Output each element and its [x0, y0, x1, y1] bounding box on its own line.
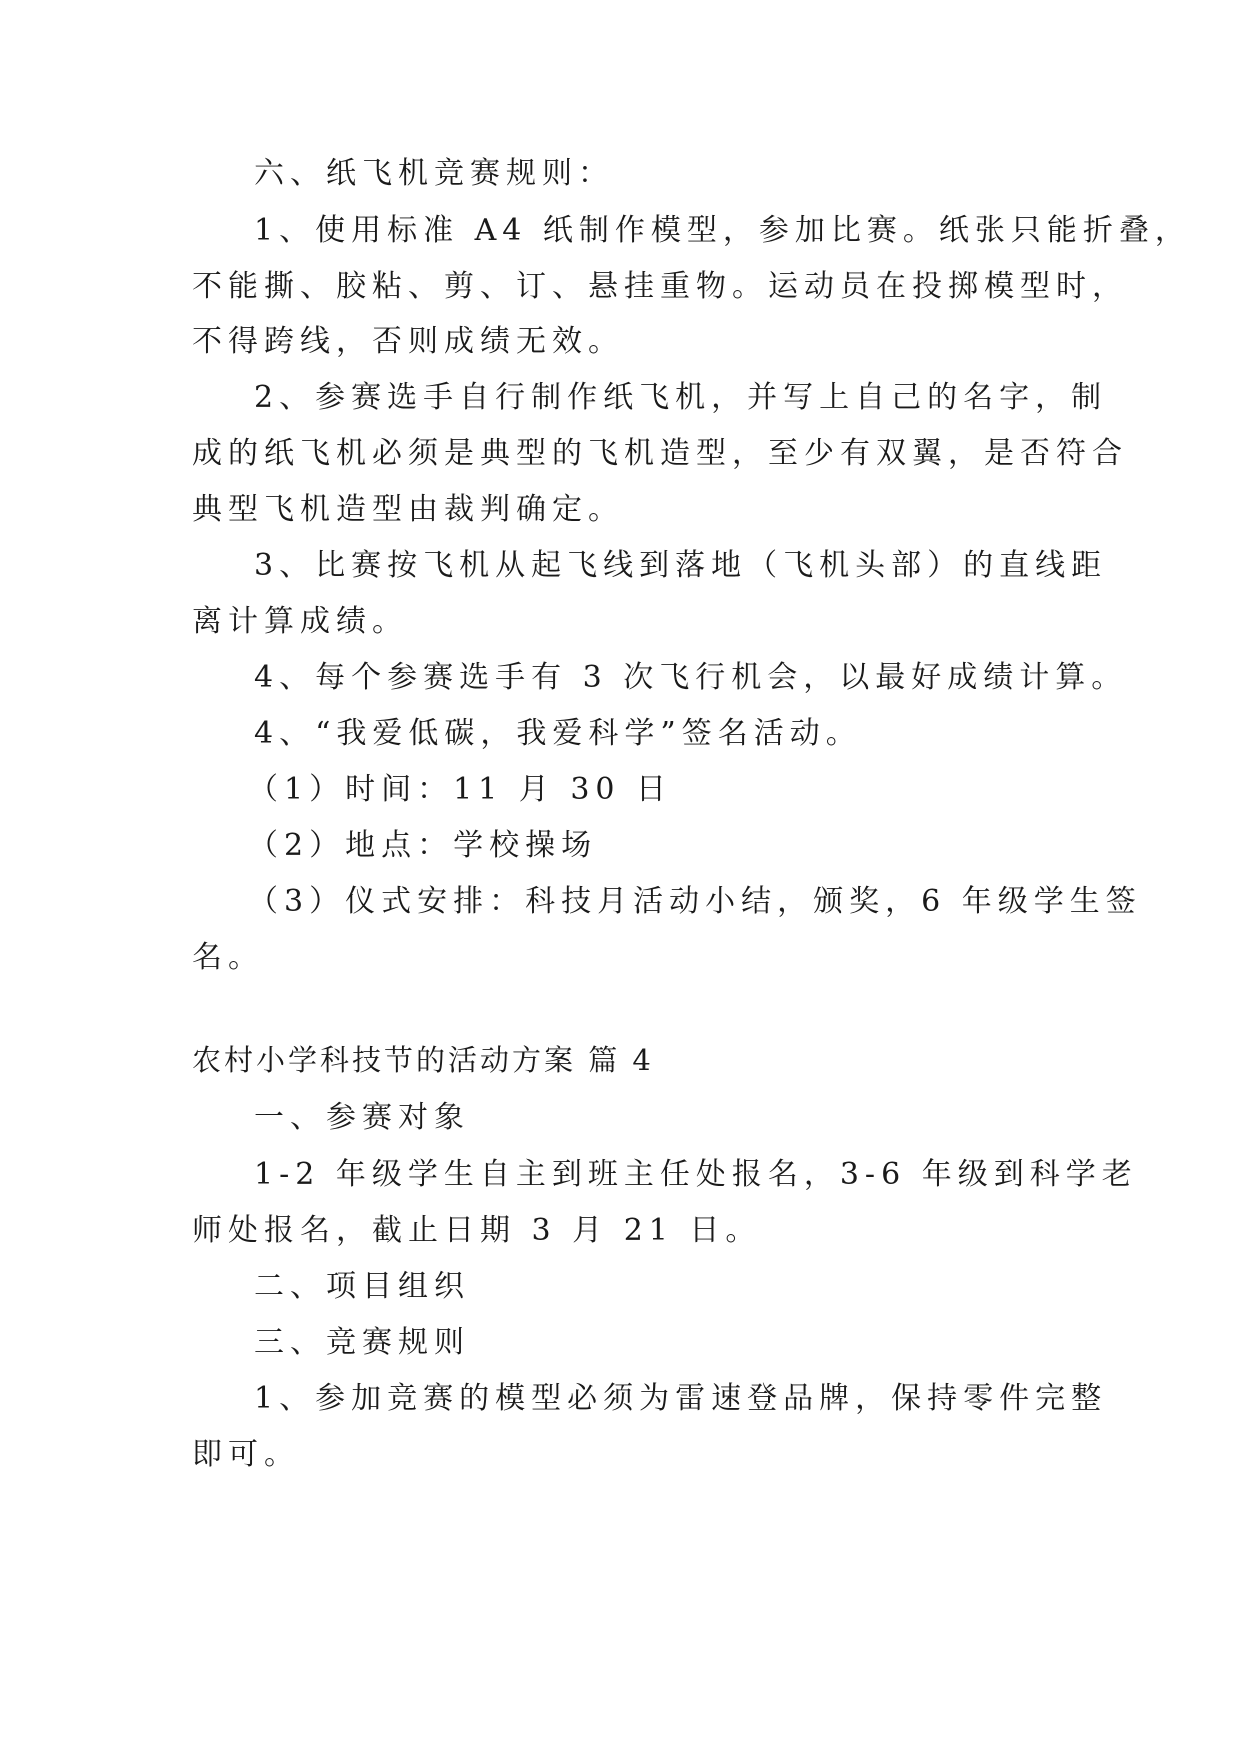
list-item-ceremony: （3）仪式安排：科技月活动小结，颁奖，6 年级学生签 [248, 884, 1142, 919]
section-heading-organization: 二、项目组织 [254, 1269, 470, 1304]
paragraph-line: 3、比赛按飞机从起飞线到落地（飞机头部）的直线距 [254, 548, 1108, 583]
paragraph-line: 2、参赛选手自行制作纸飞机，并写上自己的名字，制 [254, 380, 1108, 415]
section-heading-participants: 一、参赛对象 [254, 1100, 470, 1135]
list-item-location: （2）地点：学校操场 [248, 828, 598, 863]
paragraph-line: 4、“我爱低碳，我爱科学”签名活动。 [254, 716, 862, 751]
paragraph-line: 1、使用标准 A4 纸制作模型，参加比赛。纸张只能折叠， [254, 213, 1191, 248]
section-heading-paper-plane-rules: 六、纸飞机竞赛规则： [254, 156, 614, 191]
paragraph-line: 成的纸飞机必须是典型的飞机造型，至少有双翼，是否符合 [192, 436, 1128, 471]
paragraph-line: 不得跨线，否则成绩无效。 [192, 324, 624, 359]
article-title: 农村小学科技节的活动方案 篇 4 [192, 1043, 654, 1077]
paragraph-line: 4、每个参赛选手有 3 次飞行机会，以最好成绩计算。 [254, 660, 1128, 695]
paragraph-line: 1、参加竞赛的模型必须为雷速登品牌，保持零件完整 [254, 1381, 1108, 1416]
paragraph-line: 师处报名，截止日期 3 月 21 日。 [192, 1213, 762, 1248]
paragraph-line: 名。 [192, 940, 264, 975]
paragraph-line: 即可。 [192, 1437, 300, 1472]
paragraph-line: 典型飞机造型由裁判确定。 [192, 492, 624, 527]
paragraph-line: 1-2 年级学生自主到班主任处报名，3-6 年级到科学老 [254, 1157, 1138, 1192]
paragraph-line: 离计算成绩。 [192, 604, 408, 639]
paragraph-line: 不能撕、胶粘、剪、订、悬挂重物。运动员在投掷模型时， [192, 269, 1128, 304]
list-item-time: （1）时间：11 月 30 日 [248, 772, 673, 807]
section-heading-competition-rules: 三、竞赛规则 [254, 1325, 470, 1360]
